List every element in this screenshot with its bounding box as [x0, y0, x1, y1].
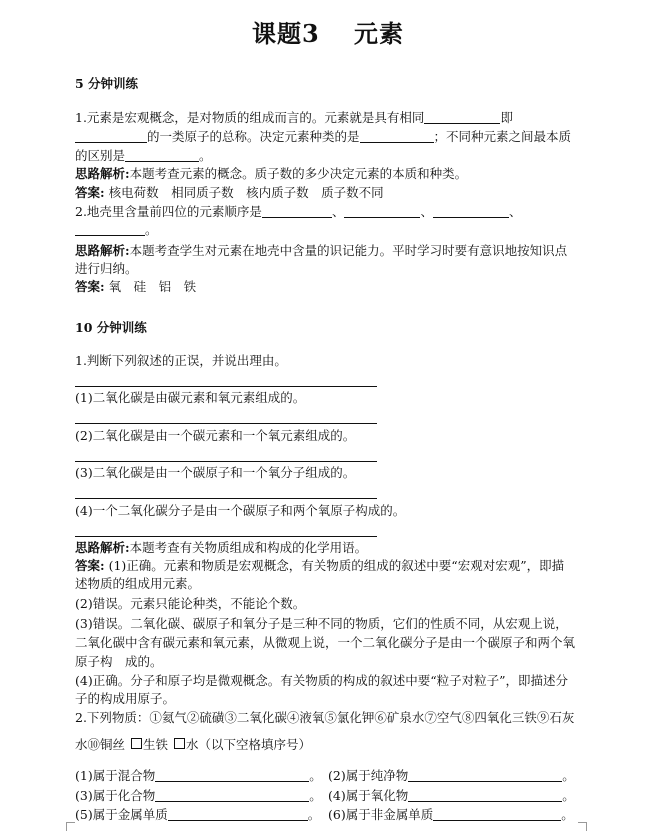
fill-label: (4)属于氧化物 — [328, 788, 409, 803]
analysis-label: 思路解析: — [75, 540, 130, 555]
q2-sep-1: 、 — [331, 204, 345, 219]
s2-answer-line-4: (3)错误。二氧化碳、碳原子和氧分子是三种不同的物质，它们的性质不同，从宏观上说， — [75, 616, 568, 631]
fill-end: 。 — [562, 768, 575, 783]
q2-answer — [75, 279, 575, 295]
fill-end: 。 — [561, 807, 574, 822]
q2-line2-c: 水（以下空格填序号） — [186, 737, 312, 752]
s2-item-3: (3)二氧化碳是由一个碳原子和一个氧分子组成的。 — [75, 465, 356, 480]
q2-end: 。 — [145, 222, 158, 237]
fill-row-1-right — [328, 766, 575, 784]
q1-text-a: 1.元素是宏观概念，是对物质的组成而言的。元素就是具有相同 — [75, 110, 425, 125]
fill-blank[interactable] — [168, 808, 308, 821]
answer-label: 答案: — [75, 185, 105, 200]
fill-label: (5)属于金属单质 — [75, 807, 168, 822]
fill-label: (1)属于混合物 — [75, 768, 156, 783]
answer-rule-1[interactable] — [75, 386, 377, 387]
q2-blank-3[interactable] — [433, 205, 509, 218]
page-title: 课题3 元素 — [251, 19, 405, 48]
s2-answer-line-3: (2)错误。元素只能论种类，不能论个数。 — [75, 596, 306, 611]
fill-end: 。 — [562, 788, 575, 803]
q2-sep-2: 、 — [420, 204, 433, 219]
q2-analysis-1 — [75, 243, 575, 259]
answer-label: 答案: — [75, 279, 105, 294]
section-heading-10min: 10 分钟训练 — [75, 320, 147, 335]
analysis-text: 本题考查学生对元素在地壳中含量的识记能力。平时学习时要有意识地按知识点 — [129, 243, 568, 258]
circled-eleven-icon — [131, 738, 142, 749]
q1-analysis — [75, 166, 575, 182]
answer-text: 氧 硅 铝 铁 — [108, 279, 197, 294]
answer-text: (1)正确。元素和物质是宏观概念，有关物质的组成的叙述中要“宏观对宏观”，即描 — [104, 558, 565, 573]
s2-q1-prompt: 1.判断下列叙述的正误，并说出理由。 — [75, 353, 287, 368]
analysis-label: 思路解析: — [75, 243, 130, 258]
fill-blank[interactable] — [408, 769, 562, 782]
q1-blank-3[interactable] — [360, 130, 434, 143]
q2-text-a: 2.地壳里含量前四位的元素顺序是 — [75, 204, 262, 219]
s2-item-1: (1)二氧化碳是由碳元素和氧元素组成的。 — [75, 390, 306, 405]
q1-text-c: 的一类原子的总称。决定元素种类的是 — [147, 129, 360, 144]
q1-text-b: 即 — [500, 110, 513, 125]
s2-answer-line-7: (4)正确。分子和原子均是微观概念。有关物质的构成的叙述中要“粒子对粒子”，即描述分 — [75, 673, 568, 688]
q1-line-3 — [75, 148, 575, 164]
fill-row-3-right — [328, 805, 574, 823]
answer-label: 答案: — [75, 558, 105, 573]
q1-blank-2[interactable] — [75, 130, 147, 143]
s2-answer-line-6: 原子构 成的。 — [75, 654, 163, 669]
answer-rule-5[interactable] — [75, 536, 377, 537]
s2-answer-line-8: 子的构成用原子。 — [75, 691, 176, 706]
s2-q2-line-1: 2.下列物质：①氦气②硫磺③二氧化碳④液氧⑤氯化钾⑥矿泉水⑦空气⑧四氧化三铁⑨石灰 — [75, 710, 575, 725]
fill-row-1-left — [75, 766, 322, 784]
q1-answer — [75, 185, 575, 201]
fill-blank[interactable] — [155, 789, 309, 802]
circled-twelve-icon — [174, 738, 185, 749]
fill-end: 。 — [307, 807, 321, 822]
q2-line2-a: 水⑩铜丝 — [75, 737, 126, 752]
analysis-text: 本题考查有关物质组成和构成的化学用语。 — [129, 540, 368, 555]
s2-analysis — [75, 540, 575, 556]
fill-blank[interactable] — [433, 808, 561, 821]
q1-text-f: 。 — [199, 148, 212, 163]
answer-rule-3[interactable] — [75, 461, 377, 462]
q1-line-2 — [75, 129, 575, 145]
q1-blank-4[interactable] — [125, 149, 199, 162]
q2-blank-2[interactable] — [344, 205, 420, 218]
q2-blank-1[interactable] — [262, 205, 332, 218]
s2-answer-line-1 — [75, 558, 575, 574]
fill-label: (6)属于非金属单质 — [328, 807, 434, 822]
fill-row-3-left — [75, 805, 320, 823]
section-heading-5min: 5 分钟训练 — [75, 76, 139, 91]
s2-item-4: (4)一个二氧化碳分子是由一个碳原子和两个氧原子构成的。 — [75, 503, 406, 518]
s2-item-2: (2)二氧化碳是由一个碳元素和一个氧元素组成的。 — [75, 428, 356, 443]
fill-end: 。 — [309, 788, 322, 803]
q2-line2-b: 生铁 — [143, 737, 169, 752]
answer-rule-2[interactable] — [75, 423, 377, 424]
fill-label: (2)属于纯净物 — [328, 768, 409, 783]
q1-text-d: ；不同种元素之间最本质 — [433, 129, 572, 144]
fill-label: (3)属于化合物 — [75, 788, 156, 803]
q1-text-e: 的区别是 — [75, 148, 126, 163]
fill-blank[interactable] — [408, 789, 562, 802]
q1-line-1 — [75, 110, 575, 126]
q2-line-1 — [75, 204, 575, 220]
q1-blank-1[interactable] — [424, 111, 500, 124]
s2-answer-line-5: 二氧化碳中含有碳元素和氧元素，从微观上说，一个二氧化碳分子是由一个碳原子和两个氧 — [75, 635, 576, 650]
answer-rule-4[interactable] — [75, 498, 377, 499]
answer-text: 核电荷数 相同质子数 核内质子数 质子数不同 — [108, 185, 384, 200]
s2-answer-line-2: 述物质的组成用元素。 — [75, 576, 201, 591]
q2-analysis-2: 进行归纳。 — [75, 261, 138, 276]
analysis-label: 思路解析: — [75, 166, 130, 181]
analysis-text: 本题考查元素的概念。质子数的多少决定元素的本质和种类。 — [129, 166, 468, 181]
q2-sep-3: 、 — [508, 204, 522, 219]
fill-row-2-left — [75, 786, 322, 804]
q2-blank-4[interactable] — [75, 223, 145, 236]
s2-q2-line-2 — [75, 737, 575, 753]
q2-line-2 — [75, 222, 575, 238]
fill-blank[interactable] — [155, 769, 309, 782]
fill-end: 。 — [309, 768, 322, 783]
fill-row-2-right — [328, 786, 575, 804]
